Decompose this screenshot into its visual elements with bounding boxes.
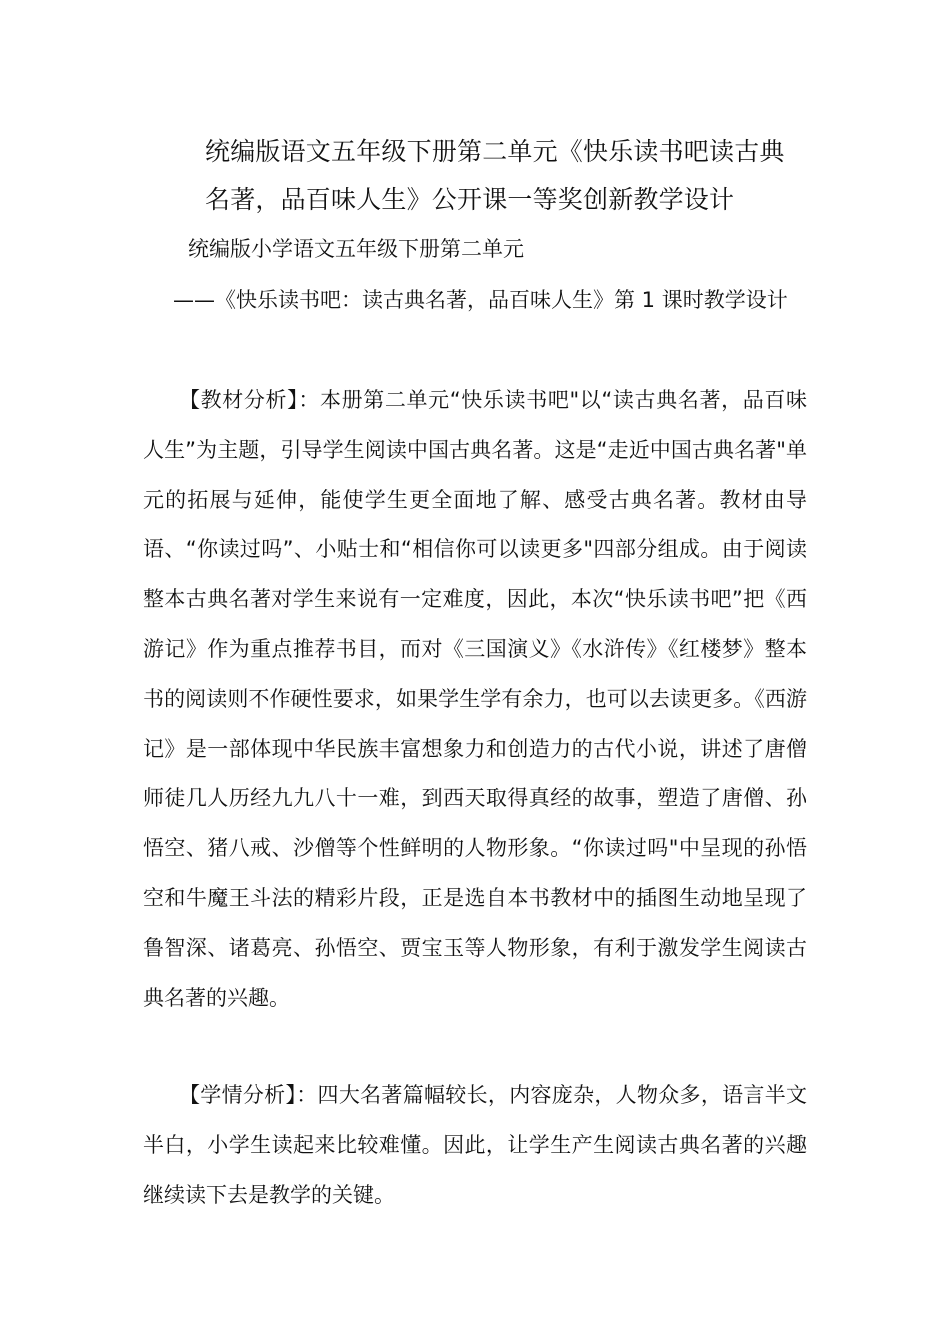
- learner-analysis-paragraph: 【学情分析】：四大名著篇幅较长，内容庞杂，人物众多，语言半文半白，小学生读起来比较难懂。因此，让学生产生阅读古典名著的兴趣继续读下去是教学的关键。: [143, 1083, 807, 1207]
- textbook-analysis-paragraph: 【教材分析】：本册第二单元“快乐读书吧"以“读古典名著，品百味人生”为主题，引导学生阅读中国古典名著。这是“走近中国古典名著"单元的拓展与延伸，能使学生更全面地了解、感受古典名著。教材由导语、“你读过吗”、小贴士和“相信你可以读更多"四部分组成。由于阅读整本古典名著对学生来说有一定难度，因此，本次“快乐读书吧”把《西游记》作为重点推荐书目，而对《三国演义》《水浒传》《红楼梦》整本书的阅读则不作硬性要求，如果学生学有余力，也可以去读更多。《西游记》是一部体现中华民族丰富想象力和创造力的古代小说，讲述了唐僧师徒几人历经九九八十一难，到西天取得真经的故事，塑造了唐僧、孙悟空、猪八戒、沙僧等个性鲜明的人物形象。“你读过吗"中呈现的孙悟空和牛魔王斗法的精彩片段，正是选自本书教材中的插图生动地呈现了鲁智深、诸葛亮、孙悟空、贾宝玉等人物形象，有利于激发学生阅读古典名著的兴趣。: [143, 388, 807, 1010]
- lesson-series-line: ——《快乐读书吧：读古典名著，品百味人生》第 1 课时教学设计: [173, 288, 788, 312]
- document-title: 统编版语文五年级下册第二单元《快乐读书吧读古典名著，品百味人生》公开课一等奖创新教学设计: [205, 137, 785, 214]
- document-subtitle: 统编版小学语文五年级下册第二单元: [188, 237, 524, 261]
